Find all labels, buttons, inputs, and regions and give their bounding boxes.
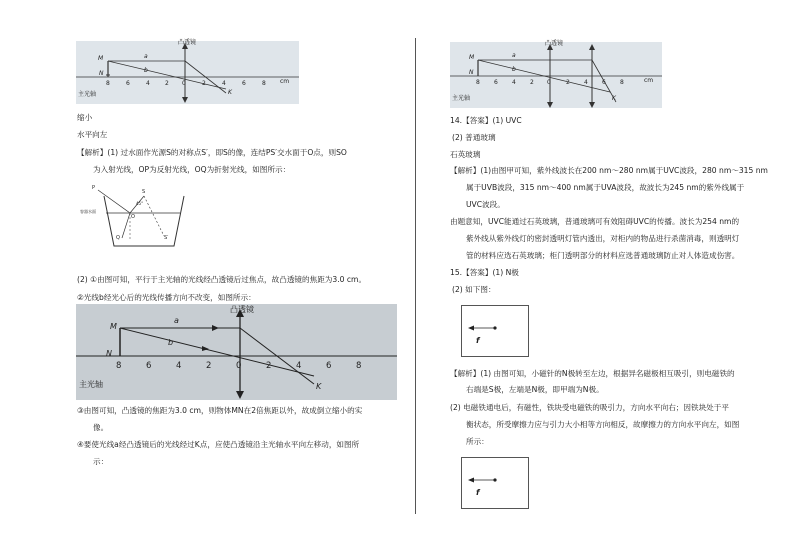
- q15-analysis-2: 右端是S极，左端是N极，即甲端为N极。: [466, 385, 604, 394]
- lens-diagram-top-right: [450, 42, 662, 108]
- q15-answer-1: 15.【答案】(1) N极: [450, 268, 519, 277]
- reflection-diagram: [80, 180, 194, 252]
- svg-text:6: 6: [146, 361, 152, 371]
- svg-text:6: 6: [494, 79, 498, 86]
- analysis-line-2: 为入射光线，OP为反射光线，OQ为折射光线，如图所示：: [93, 165, 291, 174]
- point-s-prime: S′: [164, 235, 169, 241]
- svg-text:8: 8: [356, 361, 362, 371]
- svg-text:8: 8: [116, 361, 122, 371]
- q14-analysis-3: UVC波段。: [466, 200, 505, 209]
- svg-text:2: 2: [206, 361, 212, 371]
- q14-analysis-5: 紫外线从紫外线灯的密封透明灯管内透出，对柜内的物品进行杀菌消毒，则透明灯: [466, 234, 740, 243]
- q15-analysis-4: 衡状态，所受摩擦力应与引力大小相等方向相反，故摩擦力的方向水平向左，如图: [466, 420, 740, 429]
- svg-text:4: 4: [146, 80, 150, 87]
- lens-label: 凸透镜: [178, 39, 197, 46]
- ray-a-large: a: [174, 316, 179, 325]
- svg-text:6: 6: [326, 361, 332, 371]
- ray-a-right: a: [512, 52, 516, 59]
- point-n-right: N: [469, 69, 474, 76]
- angle-label: 45°: [136, 201, 144, 206]
- q14-answer-1: 14.【答案】(1) UVC: [450, 116, 522, 125]
- top-left-ticks: [106, 80, 266, 87]
- point-m-right: M: [469, 54, 475, 61]
- lens-diagram-top-left: [76, 41, 299, 104]
- ray-b-large: b: [168, 338, 174, 347]
- q14-analysis-4: 由题意知，UVC能通过石英玻璃，普通玻璃可有效阻碍UVC的传播。波长为254 nm的: [450, 217, 740, 226]
- svg-text:2: 2: [566, 79, 570, 86]
- water-label: 容器水面: [80, 209, 96, 214]
- answer-shrink: 缩小: [77, 113, 93, 122]
- q14-analysis-6: 管的材料应选石英玻璃；柜门透明部分的材料应选普通玻璃防止对人体造成伤害。: [466, 251, 740, 260]
- svg-text:4: 4: [512, 79, 516, 86]
- point-m-large: M: [110, 322, 117, 331]
- part2-line-2: ②光线b经光心后的光线传播方向不改变，如图所示：: [77, 293, 256, 302]
- point-o: O: [131, 214, 135, 220]
- axis-label: 主光轴: [78, 91, 97, 98]
- unit-cm: cm: [280, 78, 290, 85]
- svg-text:8: 8: [620, 79, 624, 86]
- lens-diagram-large: [76, 304, 397, 400]
- svg-text:2: 2: [266, 361, 272, 371]
- svg-text:6: 6: [602, 79, 606, 86]
- q14-answer-3: 石英玻璃: [450, 150, 481, 159]
- part2-line-6: 示：: [93, 457, 109, 466]
- point-p: P: [92, 185, 96, 191]
- svg-text:4: 4: [222, 80, 226, 87]
- svg-text:0: 0: [547, 79, 551, 86]
- ray-b-right: b: [512, 66, 516, 73]
- axis-label-large: 主光轴: [79, 380, 103, 389]
- point-n: N: [99, 70, 104, 77]
- svg-text:8: 8: [262, 80, 266, 87]
- ray-b: b: [144, 67, 148, 74]
- part2-line-4: 像。: [93, 423, 109, 432]
- q14-answer-2: (2) 普通玻璃: [452, 133, 496, 142]
- point-k-large: K: [316, 382, 322, 391]
- force-label-f: f: [476, 336, 480, 345]
- top-right-ticks: [476, 79, 624, 86]
- svg-text:2: 2: [202, 80, 206, 87]
- q15-analysis-1: 【解析】(1) 由图可知，小磁针的N极转至左边，根据异名磁极相互吸引，则电磁铁的: [450, 369, 735, 378]
- part2-line-1: (2) ①由图可知，平行于主光轴的光线经凸透镜后过焦点，故凸透镜的焦距为3.0 cm。: [77, 275, 367, 284]
- q15-analysis-3: (2) 电磁铁通电后，有磁性，铁块受电磁铁的吸引力，方向水平向右；因铁块处于平: [450, 403, 729, 412]
- analysis-line-1: 【解析】(1) 过水面作光源S的对称点S′，即S的像，连结PS′交水面于O点，则SO: [77, 148, 347, 157]
- part2-line-3: ③由图可知，凸透镜的焦距为3.0 cm，则物体MN在2倍焦距以外，故成倒立缩小的实: [77, 406, 363, 415]
- axis-label-right: 主光轴: [452, 95, 471, 102]
- ray-a: a: [144, 53, 148, 60]
- q14-analysis-2: 属于UVB波段，315 nm～400 nm属于UVA波段，故波长为245 nm的紫外线属于: [466, 183, 745, 192]
- svg-text:0: 0: [236, 361, 242, 371]
- svg-text:8: 8: [106, 80, 110, 87]
- q14-analysis-1: 【解析】(1)由图甲可知，紫外线波长在200 nm～280 nm属于UVC波段，280 nm～315 nm: [450, 166, 768, 175]
- friction-diagram-2: [461, 457, 529, 509]
- point-k: K: [228, 89, 232, 96]
- q15-answer-2: (2) 如下图：: [452, 285, 496, 294]
- svg-text:4: 4: [296, 361, 302, 371]
- svg-text:0: 0: [182, 80, 186, 87]
- point-s: S: [142, 189, 146, 195]
- q15-analysis-5: 所示：: [466, 437, 489, 446]
- svg-text:8: 8: [476, 79, 480, 86]
- force-label-f-2: f: [476, 488, 480, 497]
- answer-left: 水平向左: [77, 130, 108, 139]
- point-q: Q: [116, 235, 120, 241]
- svg-text:6: 6: [242, 80, 246, 87]
- large-ticks: [116, 361, 361, 371]
- lens-label-right: 凸透镜: [545, 40, 564, 47]
- point-n-large: N: [106, 349, 112, 358]
- svg-text:2: 2: [165, 80, 169, 87]
- part2-line-5: ④要使光线a经凸透镜后的光线经过K点，应使凸透镜沿主光轴水平向左移动，如图所: [77, 440, 360, 449]
- svg-text:6: 6: [126, 80, 130, 87]
- lens-label-large: 凸透镜: [230, 305, 254, 314]
- column-divider: [415, 38, 416, 514]
- point-k-right: K: [612, 95, 616, 102]
- svg-text:4: 4: [584, 79, 588, 86]
- point-m: M: [98, 55, 104, 62]
- svg-text:2: 2: [530, 79, 534, 86]
- unit-cm-right: cm: [644, 77, 654, 84]
- friction-diagram-1: [461, 305, 529, 357]
- svg-text:4: 4: [176, 361, 182, 371]
